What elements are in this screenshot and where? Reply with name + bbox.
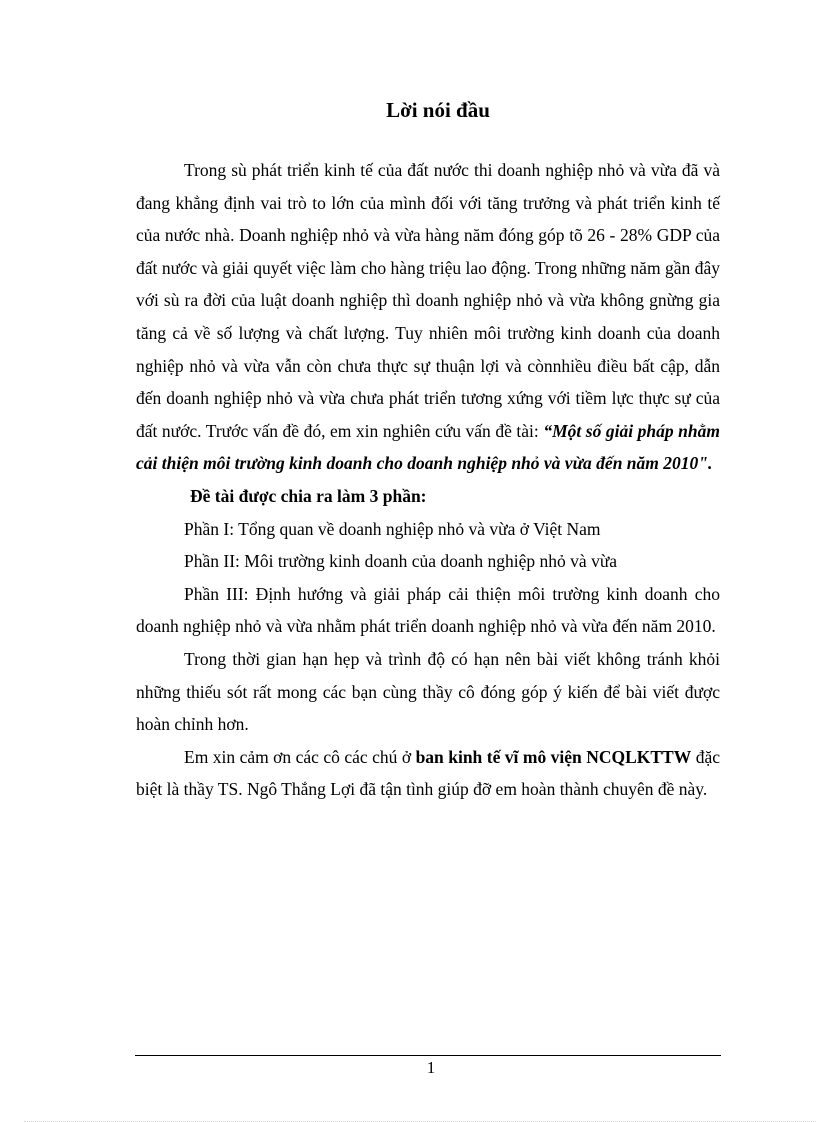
page-title: Lời nói đầu <box>386 98 490 122</box>
thanks-paragraph <box>136 741 720 806</box>
thanks-organization: ban kinh tế vĩ mô viện NCQLKTTW <box>415 746 692 767</box>
part-2-line: Phần II: Môi trường kinh doanh của doanh nghiệp nhỏ và vừa <box>184 551 618 572</box>
page-number: 1 <box>426 1058 436 1077</box>
document-body <box>136 154 720 806</box>
limits-paragraph: Trong thời gian hạn hẹp và trình độ có hạn nên bài viết không tránh khỏi những thiếu sót rất mong các bạn cùng thầy cô đóng góp ý kiến để bài viết được hoàn chỉnh hơn. <box>136 648 720 735</box>
intro-paragraph <box>136 154 720 480</box>
thesis-title-emphasis: “Một số giải pháp nhằm cải thiện môi trường kinh doanh cho doanh nghiệp nhỏ và vừa đến năm 2010". <box>136 420 720 474</box>
intro-paragraph-text: Trong sù phát triển kinh tế của đất nước thi doanh nghiệp nhỏ và vừa đã và đang khẳng định vai trò to lớn của mình đối với tăng trưởng và phát triển kinh tế của nước nhà. Doanh nghiệp nhỏ và vừa hàng năm đóng góp tõ 26 - 28% GDP của đất nước và giải quyết việc làm cho hàng triệu lao động. Trong những năm gần đây với sù ra đời của luật doanh nghiệp thì doanh nghiệp nhỏ và vừa không gnừng gia tăng cả về số lượng và chất lượng. Tuy nhiên môi trường kinh doanh của doanh nghiệp nhỏ và vừa vẫn còn chưa thực sự thuận lợi và cònnhiều điều bất cập, dẫn đến doanh nghiệp nhỏ và vừa chưa phát triển tương xứng với tiềm lực thực sự của đất nước. Trước vấn đề đó, em xin nghiên cứu vấn đề tài: <box>136 160 720 441</box>
part-1-line: Phần I: Tổng quan về doanh nghiệp nhỏ và vừa ở Việt Nam <box>184 518 601 539</box>
thanks-lead-text: Em xin cảm ơn các cô các chú ở <box>184 746 416 767</box>
footer-divider <box>135 1055 721 1056</box>
thanks-tail-text: đặc biệt là thầy TS. Ngô Thắng Lợi đã tận tình giúp đỡ em hoàn thành chuyên đề này. <box>136 746 720 800</box>
parts-heading: Đề tài được chia ra làm 3 phần: <box>190 485 427 506</box>
page-bottom-edge <box>24 1121 816 1122</box>
part-3-paragraph: Phần III: Định hướng và giải pháp cải thiện môi trường kinh doanh cho doanh nghiệp nhỏ và vừa nhằm phát triển doanh nghiệp nhỏ và vừa đến năm 2010. <box>136 583 720 637</box>
